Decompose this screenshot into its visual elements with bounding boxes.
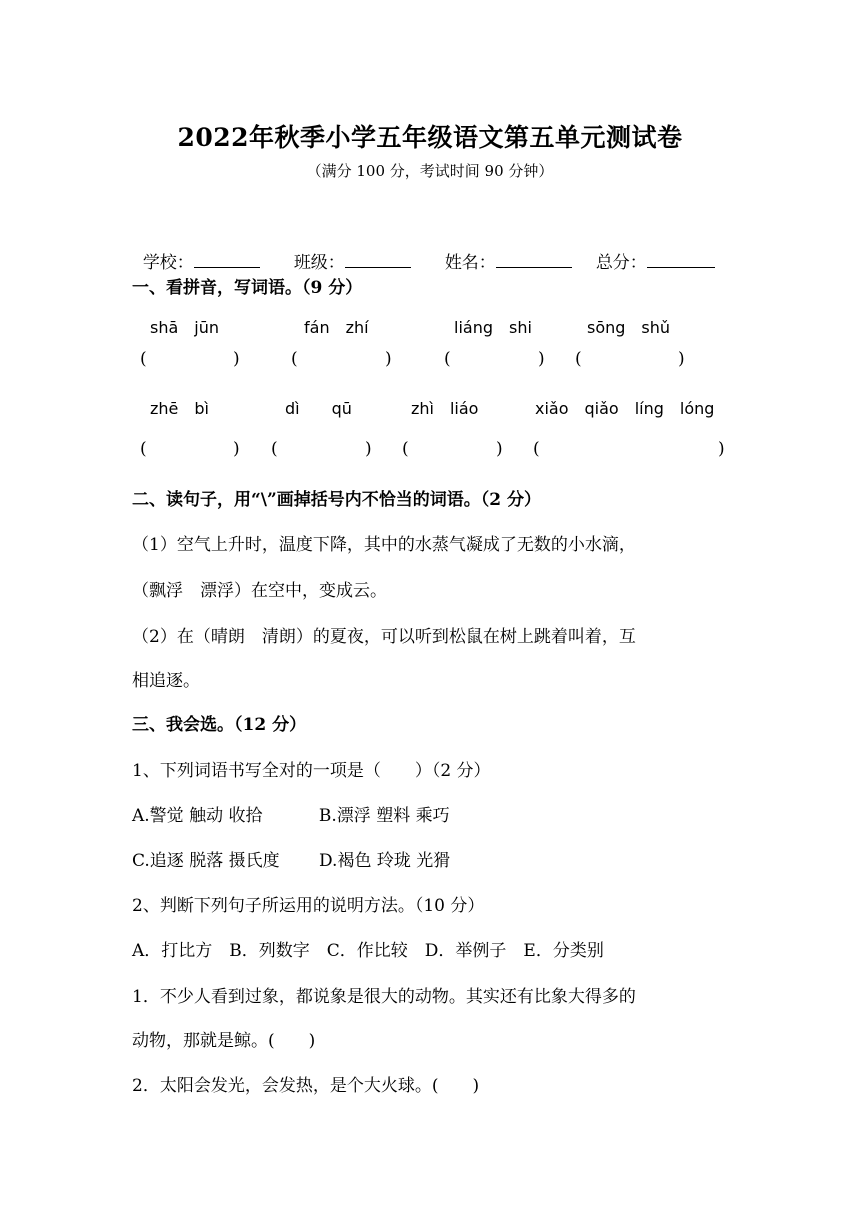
field-name [434,228,572,273]
answer-close-paren: ) [233,349,240,369]
question-line: 动物，那就是鲸。( ) [132,1031,316,1051]
answer-close-paren: ) [718,439,725,459]
answer-open-paren: ( [271,439,278,459]
class-blank[interactable] [345,266,411,268]
field-class [283,228,411,273]
sentence-line: （1）空气上升时，温度下降，其中的水蒸气凝成了无数的小水滴， [132,535,636,555]
sentence-line: （飘浮 漂浮）在空中，变成云。 [132,581,387,601]
question-line: 2．太阳会发光，会发热，是个大火球。( ) [132,1076,480,1096]
field-school [132,228,260,273]
answer-close-paren: ) [496,439,503,459]
name-blank[interactable] [496,266,572,268]
total-blank[interactable] [647,266,715,268]
answer-open-paren: ( [533,439,540,459]
section3-heading: 三、我会选。（12 分） [132,715,307,735]
answer-open-paren: ( [140,349,147,369]
field-name-label: 姓名： [444,253,496,273]
pinyin-item: liáng shi [454,318,532,337]
answer-open-paren: ( [402,439,409,459]
question-line: 2、判断下列句子所运用的说明方法。（10 分） [132,896,485,916]
field-school-label: 学校： [142,253,194,273]
answer-close-paren: ) [385,349,392,369]
pinyin-item: fán zhí [304,318,369,337]
answer-open-paren: ( [575,349,582,369]
option-line: A．打比方 B．列数字 C．作比较 D．举例子 E．分类别 [132,941,604,961]
field-class-label: 班级： [293,253,345,273]
answer-close-paren: ) [678,349,685,369]
pinyin-item: zhì liáo [411,399,479,418]
section1-heading: 一、看拼音，写词语。（9 分） [132,278,363,298]
pinyin-item: shā jūn [150,318,220,337]
page-title: 2022年秋季小学五年级语文第五单元测试卷 [177,123,683,152]
option-line: A.警觉 触动 收拾 B.漂浮 塑料 乘巧 [132,806,450,826]
question-line: 1、下列词语书写全对的一项是（ ）（2 分） [132,761,491,781]
pinyin-item: zhē bì [150,399,209,418]
option-line: C.追逐 脱落 摄氏度 D.褐色 玲珑 光猾 [132,851,451,871]
answer-open-paren: ( [140,439,147,459]
answer-open-paren: ( [444,349,451,369]
school-blank[interactable] [194,266,260,268]
section2-heading: 二、读句子，用“\”画掉括号内不恰当的词语。（2 分） [132,490,542,510]
pinyin-item: dì qū [285,399,352,418]
sentence-line: （2）在（晴朗 清朗）的夏夜，可以听到松鼠在树上跳着叫着，互 [132,627,636,647]
answer-open-paren: ( [291,349,298,369]
pinyin-item: sōng shǔ [587,318,671,337]
sentence-line: 相追逐。 [132,671,200,691]
page-subtitle: （满分 100 分，考试时间 90 分钟） [306,162,554,180]
field-total [585,228,715,273]
field-total-label: 总分： [595,253,647,273]
answer-close-paren: ) [538,349,545,369]
question-line: 1．不少人看到过象，都说象是很大的动物。其实还有比象大得多的 [132,987,636,1007]
pinyin-item: xiǎo qiǎo líng lóng [535,399,715,418]
answer-close-paren: ) [365,439,372,459]
answer-close-paren: ) [233,439,240,459]
